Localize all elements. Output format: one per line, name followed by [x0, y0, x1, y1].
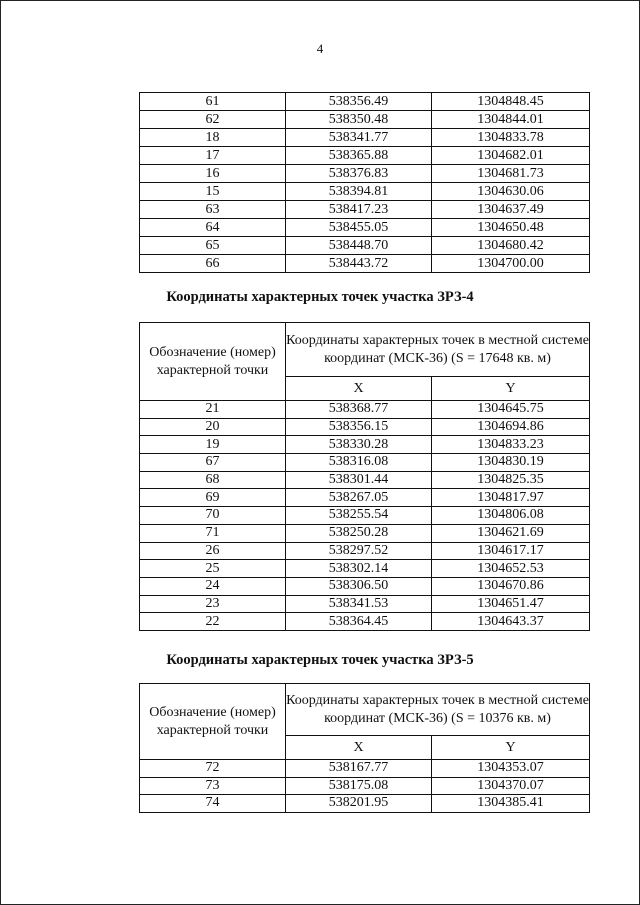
y-coordinate-cell: 1304652.53: [432, 560, 590, 578]
table-row: [140, 201, 590, 219]
table-row: [140, 418, 590, 436]
point-number-cell: 24: [140, 577, 286, 595]
point-number-cell: 19: [140, 436, 286, 454]
table-row: [140, 795, 590, 813]
x-coordinate-cell: 538368.77: [286, 401, 432, 419]
coordinates-table-zrz-5: [139, 683, 590, 813]
table-row: [140, 147, 590, 165]
x-coordinate-cell: 538448.70: [286, 237, 432, 255]
coordinates-group-header: Координаты характерных точек в местной системе координат (МСК-36) (S = 17648 кв. м): [286, 323, 590, 377]
point-number-cell: 62: [140, 111, 286, 129]
table-row: [140, 436, 590, 454]
table-row: [140, 542, 590, 560]
x-coordinate-cell: 538356.49: [286, 93, 432, 111]
x-coordinate-cell: 538341.53: [286, 595, 432, 613]
section-title-zrz-5: Координаты характерных точек участка ЗРЗ-5: [166, 652, 474, 668]
table-header: [140, 684, 590, 760]
x-coordinate-cell: 538250.28: [286, 524, 432, 542]
y-coordinate-cell: 1304833.78: [432, 129, 590, 147]
point-number-cell: 61: [140, 93, 286, 111]
table-row: [140, 237, 590, 255]
x-coordinate-cell: 538175.08: [286, 777, 432, 795]
y-coordinate-cell: 1304650.48: [432, 219, 590, 237]
table-body: [140, 760, 590, 813]
y-coordinate-cell: 1304830.19: [432, 454, 590, 472]
coordinates-table-continued: [139, 92, 590, 273]
point-number-cell: 65: [140, 237, 286, 255]
y-coordinate-cell: 1304806.08: [432, 507, 590, 525]
x-coordinate-cell: 538394.81: [286, 183, 432, 201]
point-number-cell: 71: [140, 524, 286, 542]
table-row: [140, 165, 590, 183]
table-body: [140, 401, 590, 631]
table-row: [140, 524, 590, 542]
point-number-cell: 73: [140, 777, 286, 795]
table-row: [140, 489, 590, 507]
point-number-cell: 15: [140, 183, 286, 201]
y-coordinate-cell: 1304848.45: [432, 93, 590, 111]
y-coordinate-cell: 1304680.42: [432, 237, 590, 255]
point-number-cell: 69: [140, 489, 286, 507]
point-number-cell: 20: [140, 418, 286, 436]
table-row: [140, 613, 590, 631]
page-number: 4: [316, 41, 324, 56]
point-number-cell: 66: [140, 255, 286, 273]
x-coordinate-cell: 538302.14: [286, 560, 432, 578]
x-coordinate-cell: 538417.23: [286, 201, 432, 219]
table-row: [140, 129, 590, 147]
coordinates-group-header: Координаты характерных точек в местной системе координат (МСК-36) (S = 10376 кв. м): [286, 684, 590, 736]
x-coordinate-cell: 538255.54: [286, 507, 432, 525]
table-row: [140, 219, 590, 237]
x-coordinate-cell: 538364.45: [286, 613, 432, 631]
y-coordinate-cell: 1304353.07: [432, 760, 590, 778]
point-number-cell: 21: [140, 401, 286, 419]
table-header: [140, 323, 590, 401]
y-coordinate-cell: 1304844.01: [432, 111, 590, 129]
x-column-header: X: [286, 736, 432, 760]
point-number-cell: 74: [140, 795, 286, 813]
x-column-header: X: [286, 377, 432, 401]
y-coordinate-cell: 1304833.23: [432, 436, 590, 454]
x-coordinate-cell: 538167.77: [286, 760, 432, 778]
point-number-cell: 25: [140, 560, 286, 578]
x-coordinate-cell: 538455.05: [286, 219, 432, 237]
y-coordinate-cell: 1304694.86: [432, 418, 590, 436]
y-coordinate-cell: 1304637.49: [432, 201, 590, 219]
y-coordinate-cell: 1304681.73: [432, 165, 590, 183]
x-coordinate-cell: 538297.52: [286, 542, 432, 560]
table-row: [140, 595, 590, 613]
x-coordinate-cell: 538350.48: [286, 111, 432, 129]
point-number-cell: 17: [140, 147, 286, 165]
point-number-cell: 22: [140, 613, 286, 631]
x-coordinate-cell: 538365.88: [286, 147, 432, 165]
table-row: [140, 454, 590, 472]
section-title-zrz-4: Координаты характерных точек участка ЗРЗ-4: [166, 289, 474, 305]
point-number-cell: 26: [140, 542, 286, 560]
table-row: [140, 507, 590, 525]
table-row: [140, 93, 590, 111]
y-coordinate-cell: 1304825.35: [432, 471, 590, 489]
point-number-cell: 63: [140, 201, 286, 219]
point-designation-header: Обозначение (номер) характерной точки: [140, 323, 286, 401]
point-number-cell: 70: [140, 507, 286, 525]
table-row: [140, 401, 590, 419]
point-designation-header: Обозначение (номер) характерной точки: [140, 684, 286, 760]
table-row: [140, 777, 590, 795]
point-number-cell: 16: [140, 165, 286, 183]
point-number-cell: 18: [140, 129, 286, 147]
point-number-cell: 72: [140, 760, 286, 778]
x-coordinate-cell: 538443.72: [286, 255, 432, 273]
point-number-cell: 64: [140, 219, 286, 237]
y-column-header: Y: [432, 377, 590, 401]
table-row: [140, 183, 590, 201]
y-coordinate-cell: 1304385.41: [432, 795, 590, 813]
x-coordinate-cell: 538267.05: [286, 489, 432, 507]
table-body: [140, 93, 590, 273]
y-column-header: Y: [432, 736, 590, 760]
point-number-cell: 67: [140, 454, 286, 472]
point-number-cell: 23: [140, 595, 286, 613]
table-row: [140, 577, 590, 595]
y-coordinate-cell: 1304670.86: [432, 577, 590, 595]
y-coordinate-cell: 1304651.47: [432, 595, 590, 613]
coordinates-table-zrz-4: [139, 322, 590, 631]
y-coordinate-cell: 1304645.75: [432, 401, 590, 419]
x-coordinate-cell: 538330.28: [286, 436, 432, 454]
x-coordinate-cell: 538316.08: [286, 454, 432, 472]
y-coordinate-cell: 1304817.97: [432, 489, 590, 507]
y-coordinate-cell: 1304370.07: [432, 777, 590, 795]
table-row: [140, 111, 590, 129]
table-row: [140, 255, 590, 273]
y-coordinate-cell: 1304682.01: [432, 147, 590, 165]
y-coordinate-cell: 1304643.37: [432, 613, 590, 631]
y-coordinate-cell: 1304630.06: [432, 183, 590, 201]
x-coordinate-cell: 538356.15: [286, 418, 432, 436]
table-row: [140, 471, 590, 489]
table-row: [140, 560, 590, 578]
y-coordinate-cell: 1304621.69: [432, 524, 590, 542]
y-coordinate-cell: 1304617.17: [432, 542, 590, 560]
y-coordinate-cell: 1304700.00: [432, 255, 590, 273]
x-coordinate-cell: 538376.83: [286, 165, 432, 183]
x-coordinate-cell: 538201.95: [286, 795, 432, 813]
x-coordinate-cell: 538306.50: [286, 577, 432, 595]
x-coordinate-cell: 538301.44: [286, 471, 432, 489]
x-coordinate-cell: 538341.77: [286, 129, 432, 147]
table-row: [140, 760, 590, 778]
point-number-cell: 68: [140, 471, 286, 489]
